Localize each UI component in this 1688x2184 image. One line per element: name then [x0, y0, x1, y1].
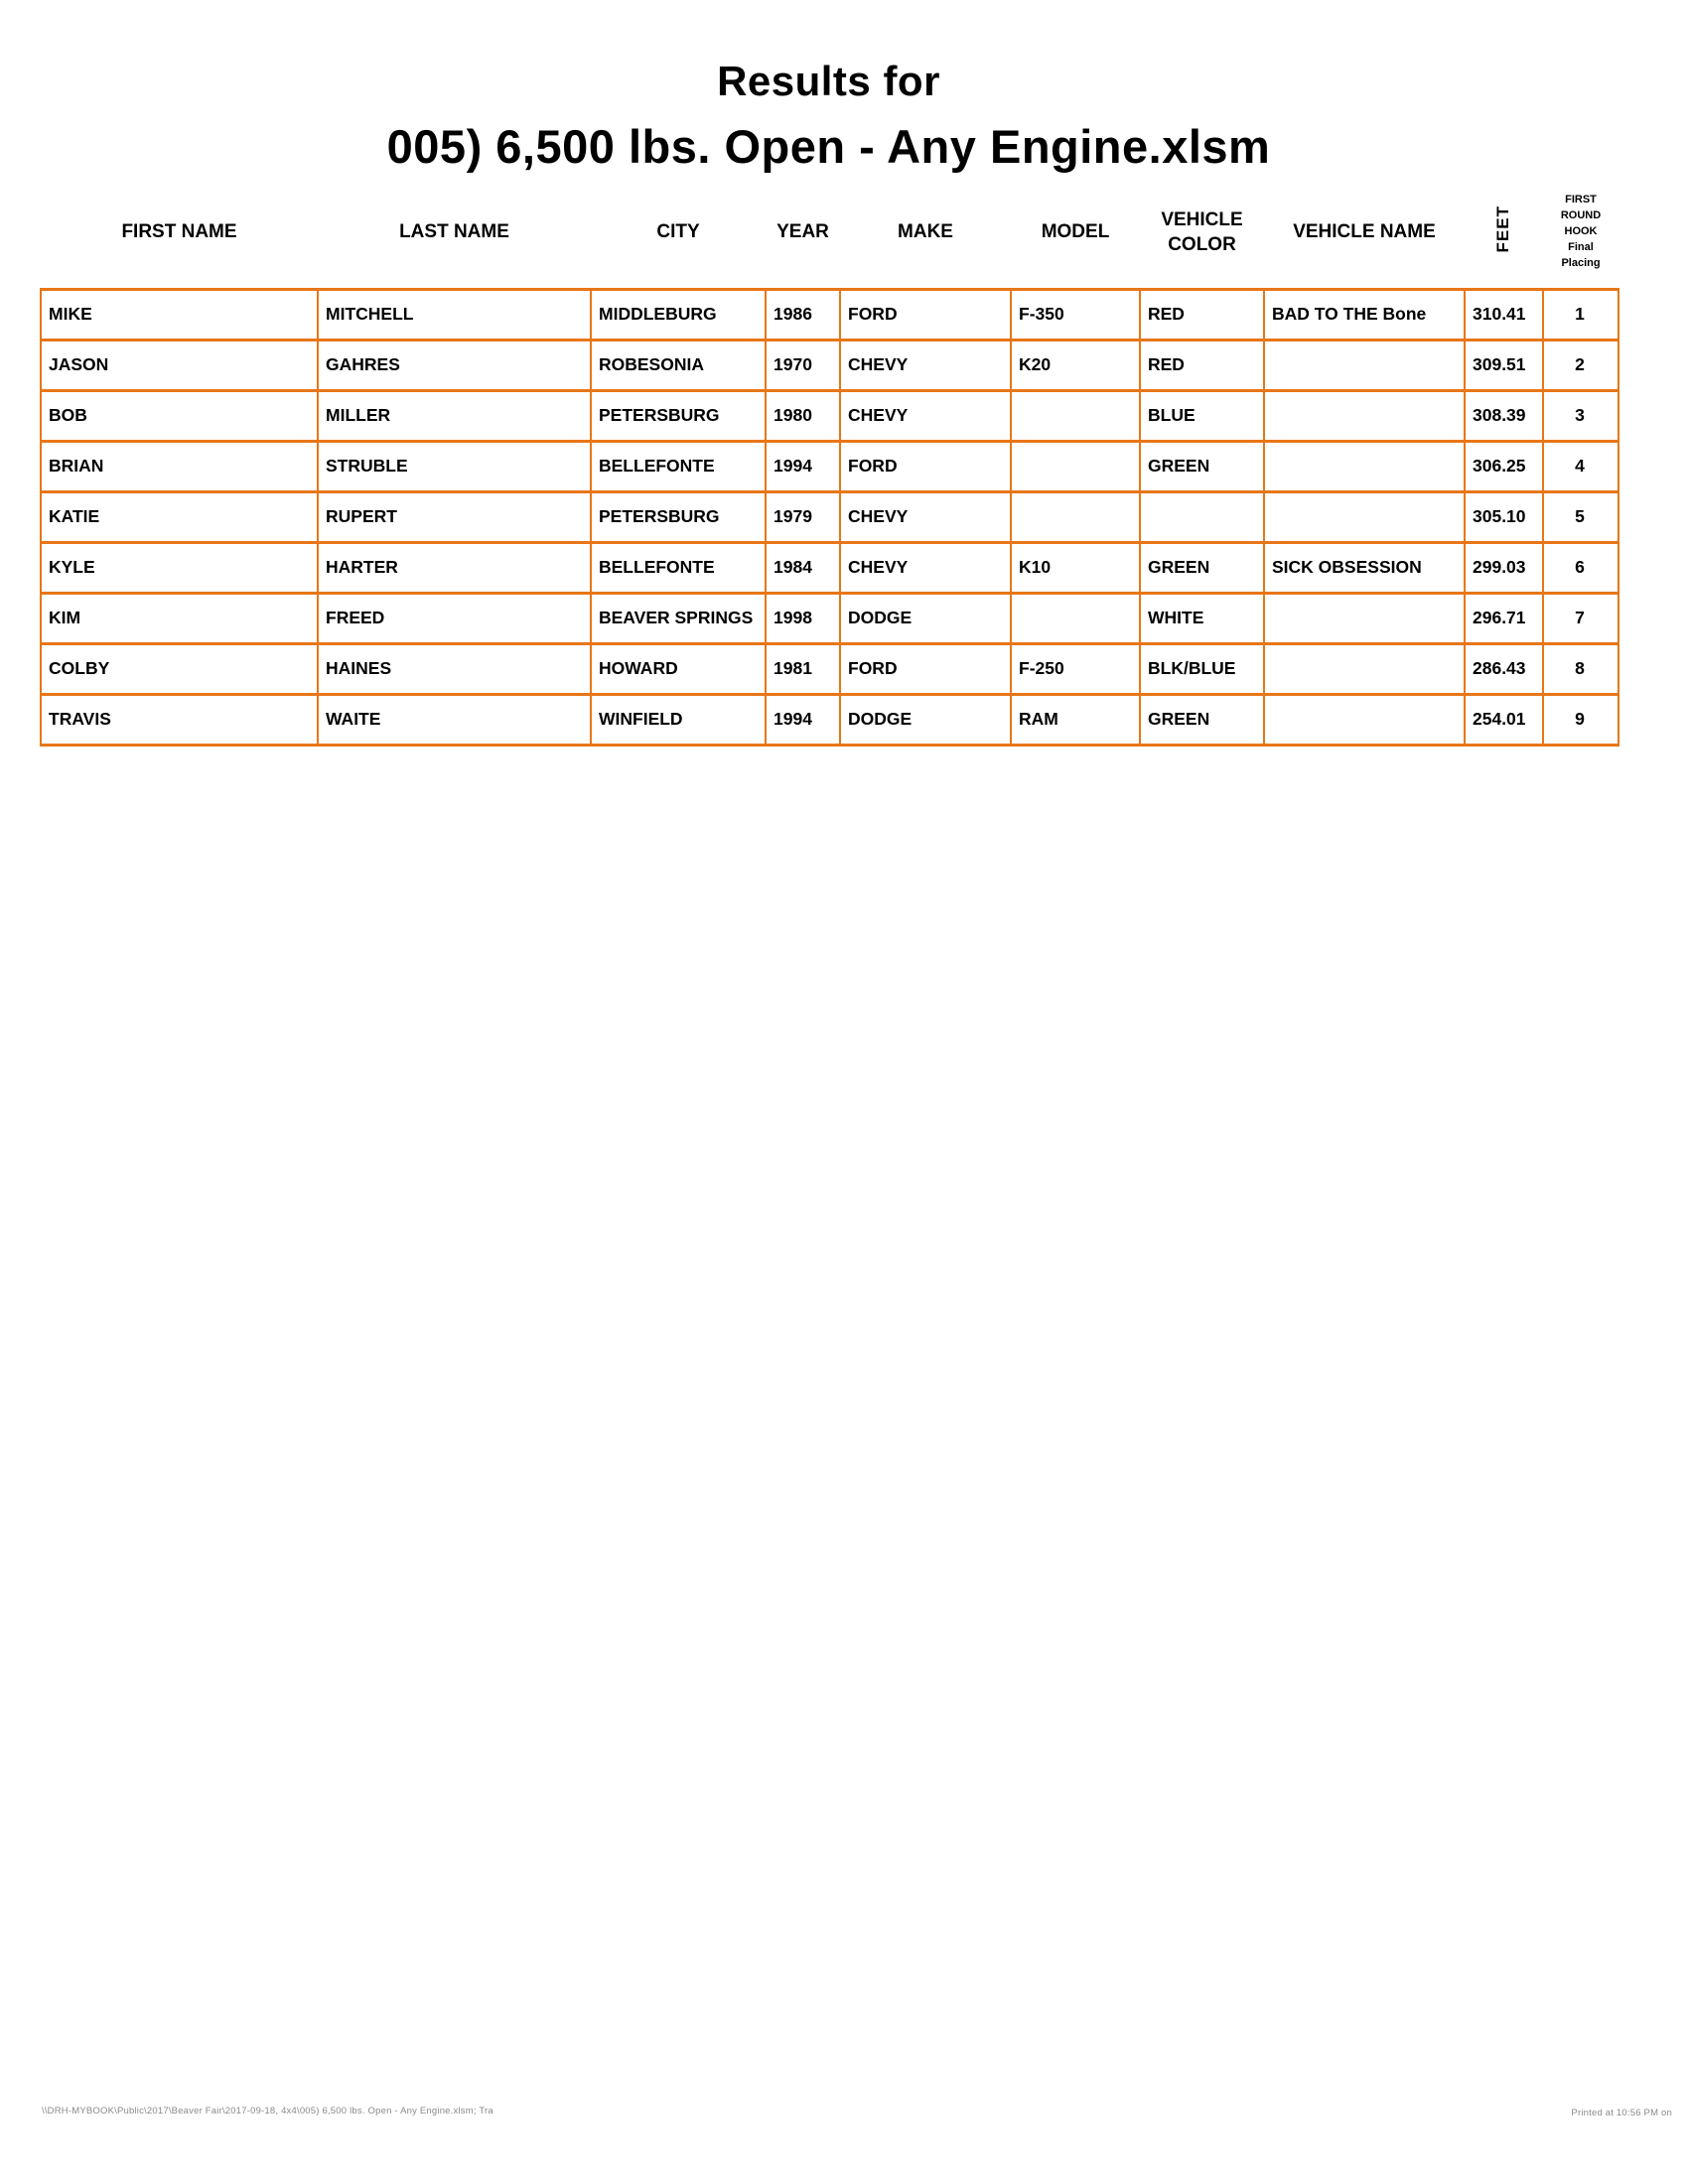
page-title: Results for: [717, 58, 940, 104]
table-row: [41, 289, 1618, 340]
column-header-label-line: Final: [1568, 241, 1594, 254]
column-header-label-line: VEHICLE: [1161, 208, 1243, 230]
cell-city: BELLEFONTE: [591, 441, 766, 491]
cell-make: CHEVY: [840, 390, 1011, 441]
cell-city: ROBESONIA: [591, 340, 766, 390]
cell-last-name: MITCHELL: [318, 289, 591, 340]
cell-make: FORD: [840, 643, 1011, 694]
cell-feet: 305.10: [1465, 491, 1543, 542]
cell-placing: 9: [1543, 694, 1618, 745]
cell-placing: 4: [1543, 441, 1618, 491]
cell-first-name: KYLE: [41, 542, 318, 593]
cell-vehicle-color: BLUE: [1140, 390, 1264, 441]
table-row: [41, 542, 1618, 593]
cell-vehicle-name: [1264, 694, 1465, 745]
column-header-city: CITY: [656, 221, 700, 243]
cell-last-name: FREED: [318, 593, 591, 643]
cell-vehicle-color: RED: [1140, 340, 1264, 390]
cell-city: BELLEFONTE: [591, 542, 766, 593]
cell-placing: 6: [1543, 542, 1618, 593]
cell-model: [1011, 390, 1140, 441]
footer-printed-time: Printed at 10:56 PM on: [1571, 2108, 1672, 2118]
cell-first-name: MIKE: [41, 289, 318, 340]
cell-last-name: WAITE: [318, 694, 591, 745]
column-header-make: MAKE: [898, 221, 953, 243]
cell-placing: 8: [1543, 643, 1618, 694]
cell-city: PETERSBURG: [591, 390, 766, 441]
column-header-label: FEET: [1493, 205, 1513, 253]
cell-city: HOWARD: [591, 643, 766, 694]
cell-vehicle-name: [1264, 340, 1465, 390]
page-subtitle: 005) 6,500 lbs. Open - Any Engine.xlsm: [386, 120, 1271, 173]
cell-feet: 296.71: [1465, 593, 1543, 643]
footer-file-path: \\DRH-MYBOOK\Public\2017\Beaver Fair\2017-09-18, 4x4\005) 6,500 lbs. Open - Any Engine.xlsm; Tra: [42, 2106, 493, 2116]
table-row: [41, 390, 1618, 441]
cell-vehicle-name: [1264, 390, 1465, 441]
cell-first-name: COLBY: [41, 643, 318, 694]
cell-year: 1994: [766, 694, 840, 745]
cell-vehicle-name: [1264, 643, 1465, 694]
cell-make: CHEVY: [840, 491, 1011, 542]
cell-vehicle-color: GREEN: [1140, 441, 1264, 491]
cell-feet: 310.41: [1465, 289, 1543, 340]
column-header-first-name: FIRST NAME: [121, 221, 237, 243]
cell-year: 1979: [766, 491, 840, 542]
cell-make: FORD: [840, 289, 1011, 340]
cell-placing: 7: [1543, 593, 1618, 643]
table-body: [41, 289, 1618, 745]
cell-placing: 3: [1543, 390, 1618, 441]
header-row: [41, 178, 1618, 289]
cell-year: 1998: [766, 593, 840, 643]
results-table: [40, 178, 1619, 747]
cell-first-name: TRAVIS: [41, 694, 318, 745]
cell-vehicle-color: GREEN: [1140, 694, 1264, 745]
cell-model: K10: [1011, 542, 1140, 593]
column-header-label-line: ROUND: [1560, 209, 1602, 222]
cell-year: 1970: [766, 340, 840, 390]
cell-model: [1011, 491, 1140, 542]
cell-last-name: STRUBLE: [318, 441, 591, 491]
cell-model: K20: [1011, 340, 1140, 390]
cell-city: WINFIELD: [591, 694, 766, 745]
table-row: [41, 694, 1618, 745]
table-row: [41, 340, 1618, 390]
cell-city: BEAVER SPRINGS: [591, 593, 766, 643]
table-row: [41, 593, 1618, 643]
cell-first-name: KIM: [41, 593, 318, 643]
cell-model: F-250: [1011, 643, 1140, 694]
cell-vehicle-name: BAD TO THE Bone: [1264, 289, 1465, 340]
cell-model: [1011, 593, 1140, 643]
cell-make: CHEVY: [840, 340, 1011, 390]
cell-model: [1011, 441, 1140, 491]
cell-make: FORD: [840, 441, 1011, 491]
cell-year: 1994: [766, 441, 840, 491]
cell-year: 1986: [766, 289, 840, 340]
column-header-placing: [1543, 178, 1618, 289]
cell-first-name: JASON: [41, 340, 318, 390]
cell-placing: 1: [1543, 289, 1618, 340]
cell-last-name: HARTER: [318, 542, 591, 593]
cell-vehicle-color: BLK/BLUE: [1140, 643, 1264, 694]
column-header-feet: [1465, 178, 1543, 289]
column-header-year: YEAR: [776, 221, 829, 243]
cell-last-name: GAHRES: [318, 340, 591, 390]
cell-make: DODGE: [840, 694, 1011, 745]
cell-feet: 286.43: [1465, 643, 1543, 694]
cell-model: F-350: [1011, 289, 1140, 340]
cell-last-name: MILLER: [318, 390, 591, 441]
table-header: [41, 178, 1618, 289]
cell-vehicle-name: [1264, 593, 1465, 643]
cell-last-name: RUPERT: [318, 491, 591, 542]
cell-feet: 308.39: [1465, 390, 1543, 441]
cell-placing: 5: [1543, 491, 1618, 542]
cell-vehicle-color: [1140, 491, 1264, 542]
cell-vehicle-color: WHITE: [1140, 593, 1264, 643]
column-header-label-line: Placing: [1561, 257, 1601, 270]
cell-vehicle-color: RED: [1140, 289, 1264, 340]
column-header-last-name: LAST NAME: [399, 221, 509, 243]
cell-vehicle-name: SICK OBSESSION: [1264, 542, 1465, 593]
title-block: [40, 0, 1618, 174]
cell-city: MIDDLEBURG: [591, 289, 766, 340]
cell-vehicle-name: [1264, 441, 1465, 491]
column-header-vehicle-color: [1140, 178, 1264, 289]
cell-first-name: BOB: [41, 390, 318, 441]
cell-feet: 254.01: [1465, 694, 1543, 745]
column-header-label-line: HOOK: [1564, 225, 1598, 238]
column-header-label-line: COLOR: [1168, 234, 1236, 256]
column-header-model: MODEL: [1041, 221, 1110, 243]
column-header-vehicle-name: VEHICLE NAME: [1293, 221, 1436, 243]
cell-feet: 309.51: [1465, 340, 1543, 390]
cell-city: PETERSBURG: [591, 491, 766, 542]
cell-model: RAM: [1011, 694, 1140, 745]
table-row: [41, 441, 1618, 491]
cell-placing: 2: [1543, 340, 1618, 390]
table-row: [41, 643, 1618, 694]
cell-vehicle-name: [1264, 491, 1465, 542]
cell-last-name: HAINES: [318, 643, 591, 694]
cell-first-name: KATIE: [41, 491, 318, 542]
cell-vehicle-color: GREEN: [1140, 542, 1264, 593]
cell-make: CHEVY: [840, 542, 1011, 593]
cell-make: DODGE: [840, 593, 1011, 643]
cell-year: 1980: [766, 390, 840, 441]
column-header-label-line: FIRST: [1565, 194, 1597, 206]
table-row: [41, 491, 1618, 542]
cell-feet: 306.25: [1465, 441, 1543, 491]
cell-year: 1984: [766, 542, 840, 593]
cell-feet: 299.03: [1465, 542, 1543, 593]
cell-first-name: BRIAN: [41, 441, 318, 491]
cell-year: 1981: [766, 643, 840, 694]
